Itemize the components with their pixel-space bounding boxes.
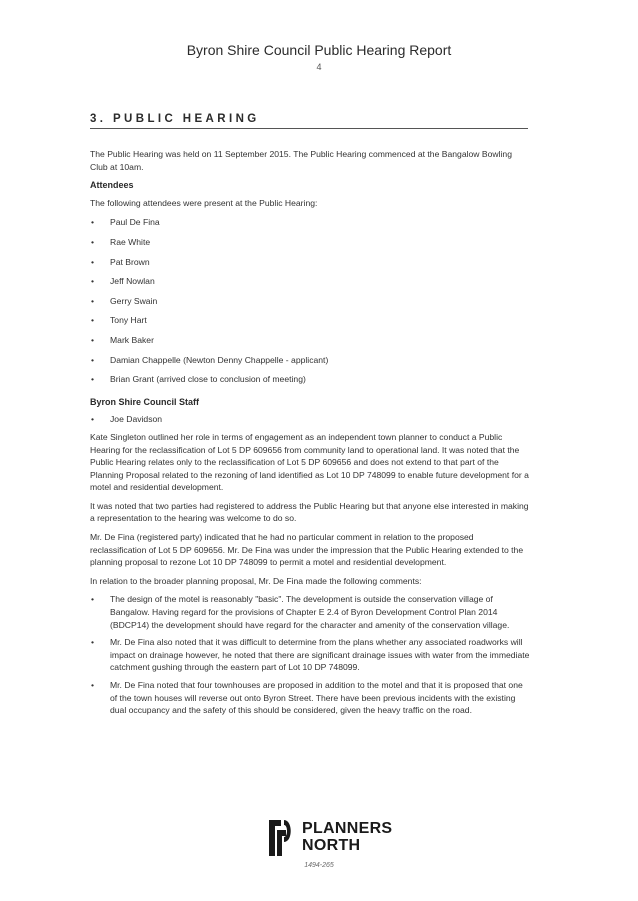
bullet-icon: • [91,217,95,228]
bullet-icon: • [91,315,95,326]
attendee-item [90,256,530,276]
footer-reference: 1494-265 [304,862,334,869]
comment-item-text: The design of the motel is reasonably "basic". The development is outside the conservation village of Bangalow. Having regard for the provisions of Chapter E 2.4 of Byron Development Control Plan 2014 (BDCP14) the development should have regard for the character and amenity of the conservation village. [110,594,510,630]
attendee-item-text: Paul De Fina [110,217,160,228]
planners-north-logo-mark-icon [266,816,294,860]
bullet-icon: • [91,236,95,247]
comment-item-text: Mr. De Fina also noted that it was difficult to determine from the plans whether any associated roadworks will impact on drainage however, he noted that there are significant drainage issues with water from the immediate catchment gushing through the eastern part of Lot 10 DP 748099. [110,637,530,673]
bullet-icon: • [91,354,95,365]
attendee-item [90,295,530,315]
comment-item-text: Mr. De Fina noted that four townhouses are proposed in addition to the motel and that it is proposed that one of the town houses will reverse out onto Byron Street. There have been previous incidents with the existing dual occupancy and the safety of this should be considered, given the heavy traffic on the road. [110,680,523,716]
attendee-item [90,236,530,256]
attendees-lead: The following attendees were present at the Public Hearing: [90,197,318,208]
attendee-item-text: Rae White [110,236,151,247]
section-heading: 3. PUBLIC HEARING [90,113,528,129]
bullet-icon: • [91,334,95,345]
body-paragraph: It was noted that two parties had registered to address the Public Hearing but that anyone else interested in making a representation to the hearing was welcome to do so. [90,500,529,524]
attendee-item-text: Tony Hart [110,315,147,326]
attendee-item-text: Pat Brown [110,256,150,267]
attendee-item [90,354,530,374]
body-paragraph: Mr. De Fina (registered party) indicated that he had no particular comment in relation to the proposed reclassification of Lot 5 DP 609656. Mr. De Fina was under the impression that the Public Hearing extended to the planning proposal to rezone Lot 10 DP 748099 to permit a motel and residential development. [90,532,524,568]
logo-text-line1: PLANNERS [302,820,393,837]
bullet-icon: • [91,414,95,425]
comment-list [90,593,530,716]
staff-item-text: Joe Davidson [110,414,163,425]
comment-item [90,679,530,717]
body-paragraph: In relation to the broader planning proposal, Mr. De Fina made the following comments: [90,575,422,586]
attendee-item [90,216,530,236]
bullet-icon: • [91,637,95,648]
comment-item [90,636,530,674]
attendee-item-text: Jeff Nowlan [110,276,155,287]
staff-item [90,413,530,426]
bullet-icon: • [91,594,95,605]
bullet-icon: • [91,374,95,385]
attendee-list [90,216,530,392]
bullet-icon: • [91,295,95,306]
attendee-item [90,373,530,393]
attendee-item-text: Brian Grant (arrived close to conclusion of meeting) [110,374,306,385]
intro-paragraph: The Public Hearing was held on 11 September 2015. The Public Hearing commenced at the Bangalow Bowling Club at 10am. [90,149,512,172]
bullet-icon: • [91,256,95,267]
comment-item [90,593,530,631]
attendee-item [90,314,530,334]
attendee-item-text: Damian Chappelle (Newton Denny Chappelle - applicant) [110,354,329,365]
body-content [90,148,530,722]
attendee-item [90,334,530,354]
logo-text-line2: NORTH [302,837,361,854]
attendees-heading: Attendees [90,180,134,191]
attendee-item-text: Gerry Swain [110,295,158,306]
attendee-item-text: Mark Baker [110,334,154,345]
body-paragraph: Kate Singleton outlined her role in terms of engagement as an independent town planner to conduct a Public Hearing for the reclassification of Lot 5 DP 609656 from community land to operational land. It was noted that the Public Hearing relates only to the reclassification of Lot 5 DP 609656 and does not extend to that part of the Planning Proposal related to the rezoning of land identified as Lot 10 DP 748099 to enable future development for a motel and residential development. [90,431,529,493]
page-number: 4 [316,62,322,72]
bullet-icon: • [91,276,95,287]
attendee-item [90,275,530,295]
planners-north-logo [266,816,396,862]
report-title: Byron Shire Council Public Hearing Report [186,42,452,58]
staff-heading: Byron Shire Council Staff [90,396,200,407]
bullet-icon: • [91,680,95,690]
staff-list [90,413,530,426]
